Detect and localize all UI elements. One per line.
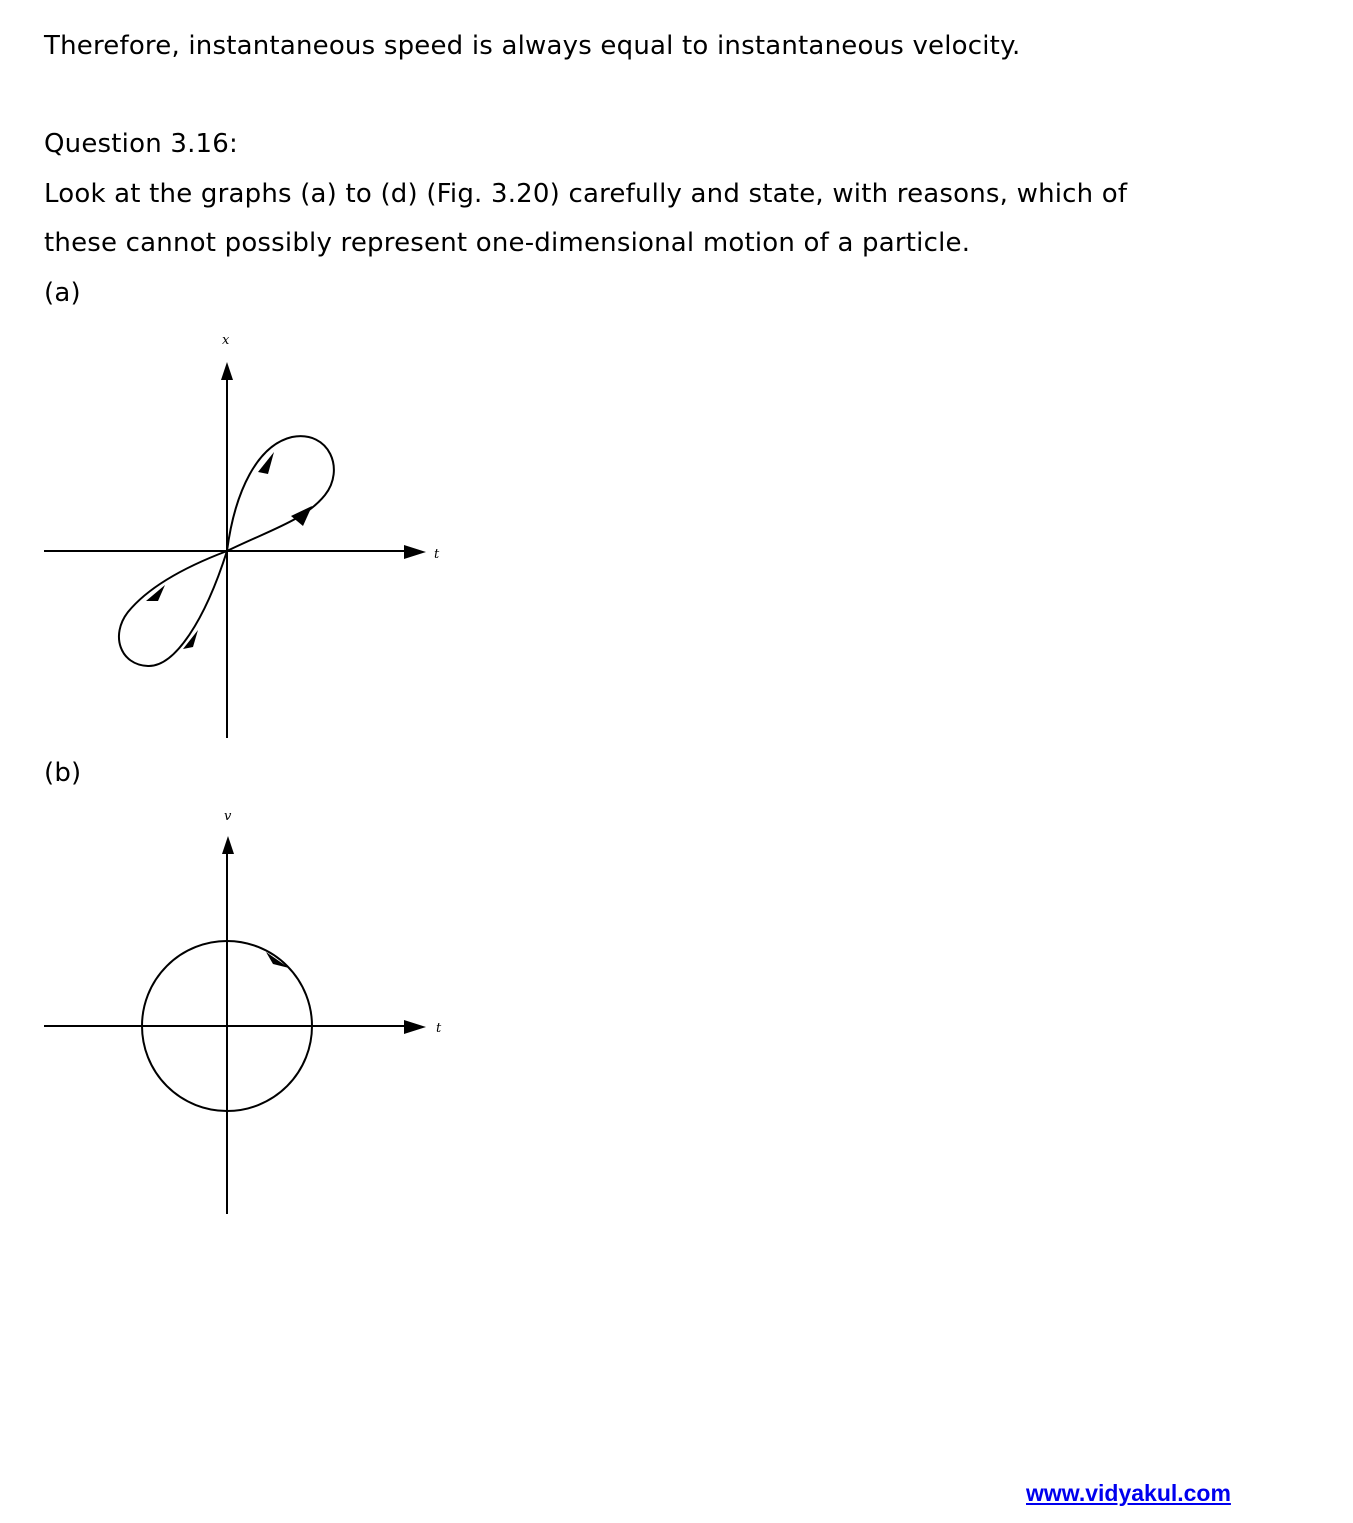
figure-a-arrow-upper-right xyxy=(291,506,312,526)
figure-b-graph xyxy=(0,800,480,1220)
figure-a-lower-loop xyxy=(119,551,227,666)
figure-a-x-axis-letter: t xyxy=(434,547,440,562)
figure-b-y-axis-arrow xyxy=(222,836,234,854)
question-prompt-line-2: these cannot possibly represent one-dimensional motion of a particle. xyxy=(44,228,971,258)
question-heading: Question 3.16: xyxy=(44,129,239,159)
figure-a-graph xyxy=(0,320,480,740)
figure-a-y-axis-arrow xyxy=(221,362,233,380)
figure-a-x-axis-arrow xyxy=(404,545,426,559)
figure-b-x-axis-arrow xyxy=(404,1020,426,1034)
figure-a-label: (a) xyxy=(44,278,81,308)
figure-b-y-axis-letter: v xyxy=(224,809,232,824)
figure-a-arrow-upper-left xyxy=(258,452,274,474)
vidyakul-website-link[interactable]: www.vidyakul.com xyxy=(1026,1480,1231,1506)
figure-a-upper-loop xyxy=(227,436,334,551)
question-prompt-line-1: Look at the graphs (a) to (d) (Fig. 3.20) carefully and state, with reasons, which of xyxy=(44,179,1128,209)
figure-b-label: (b) xyxy=(44,758,82,788)
figure-a-y-axis-letter: x xyxy=(222,333,230,348)
figure-b-x-axis-letter: t xyxy=(436,1021,442,1036)
conclusion-text: Therefore, instantaneous speed is always equal to instantaneous velocity. xyxy=(44,31,1021,61)
